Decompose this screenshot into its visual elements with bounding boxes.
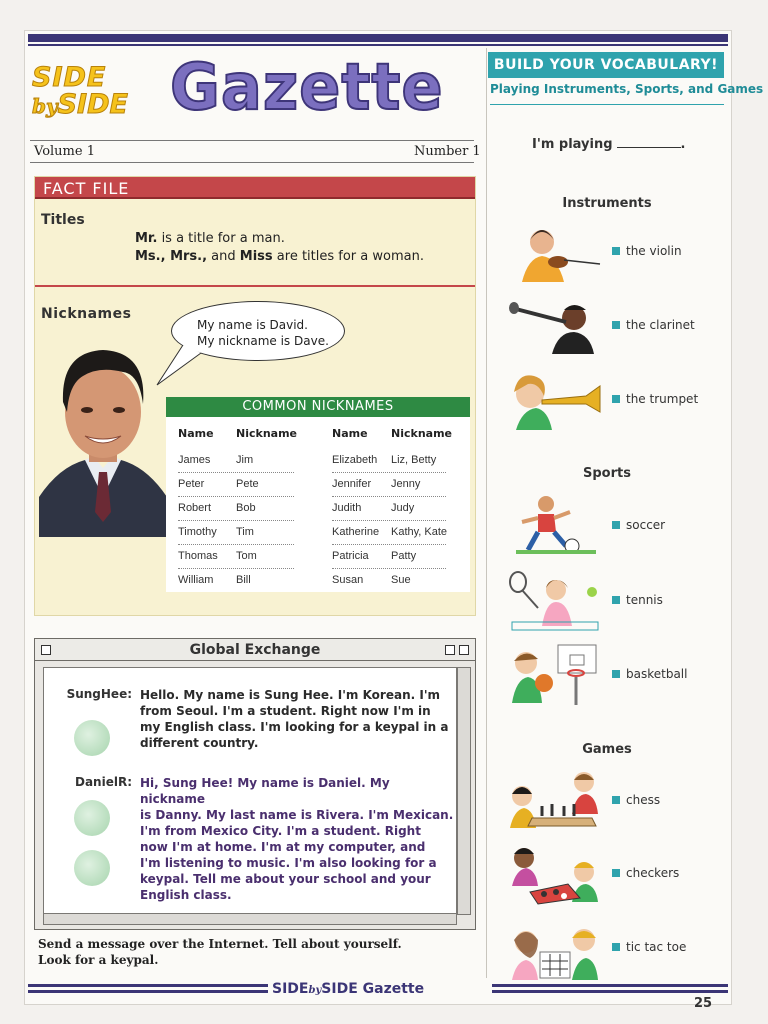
window-titlebar bbox=[35, 639, 475, 661]
top-rule-thin bbox=[28, 44, 728, 46]
globe-icon bbox=[74, 850, 110, 886]
vocabulary-subtitle: Playing Instruments, Sports, and Games bbox=[490, 82, 764, 96]
table-cell: Patty bbox=[391, 550, 417, 562]
vocab-violin: the violin bbox=[612, 244, 682, 258]
globe-icon bbox=[74, 720, 110, 756]
globe-icon bbox=[74, 800, 110, 836]
row-divider bbox=[332, 496, 446, 497]
row-divider bbox=[332, 568, 446, 569]
row-divider bbox=[178, 544, 294, 545]
col-nickname-left: Nickname bbox=[236, 427, 297, 440]
table-cell: James bbox=[178, 454, 211, 466]
global-exchange-window bbox=[34, 638, 476, 930]
footer-rule-left-2 bbox=[28, 990, 268, 993]
footer-rule-left bbox=[28, 984, 268, 987]
tic-tac-toe-icon bbox=[508, 918, 602, 982]
masthead-rule-bottom bbox=[30, 162, 474, 163]
table-cell: Judy bbox=[391, 502, 415, 514]
games-heading: Games bbox=[582, 742, 632, 757]
vocab-tic-tac-toe: tic tac toe bbox=[612, 940, 686, 954]
fact-file-header: FACT FILE bbox=[35, 177, 475, 199]
table-cell: Jennifer bbox=[332, 478, 372, 490]
vocabulary-rule bbox=[490, 104, 724, 105]
instruments-heading: Instruments bbox=[562, 196, 652, 211]
table-cell: Timothy bbox=[178, 526, 217, 538]
vocab-basketball: basketball bbox=[612, 667, 687, 681]
table-cell: Tim bbox=[236, 526, 254, 538]
man-portrait bbox=[39, 332, 167, 537]
table-cell: Sue bbox=[391, 574, 411, 586]
row-divider bbox=[178, 472, 294, 473]
vocab-checkers: checkers bbox=[612, 866, 679, 880]
logo-by: by bbox=[32, 94, 58, 118]
row-divider bbox=[178, 568, 294, 569]
footer-rule-right-2 bbox=[492, 990, 728, 993]
table-cell: Liz, Betty bbox=[391, 454, 437, 466]
logo-side-1: SIDE bbox=[32, 62, 107, 93]
table-cell: Pete bbox=[236, 478, 259, 490]
sports-heading: Sports bbox=[583, 466, 631, 481]
fact-file-divider bbox=[35, 285, 475, 287]
sender-sunghee: SungHee: bbox=[66, 687, 132, 701]
row-divider bbox=[332, 472, 446, 473]
row-divider bbox=[178, 496, 294, 497]
side-by-side-logo bbox=[32, 64, 164, 118]
window-title: Global Exchange bbox=[189, 642, 321, 658]
answer-blank bbox=[617, 147, 681, 148]
logo-side-2: SIDE bbox=[57, 89, 128, 120]
vocabulary-header: BUILD YOUR VOCABULARY! bbox=[488, 52, 724, 78]
titles-line-1: Mr. is a title for a man. bbox=[135, 231, 285, 246]
table-cell: Susan bbox=[332, 574, 364, 586]
page-number: 25 bbox=[694, 996, 713, 1011]
table-cell: Peter bbox=[178, 478, 205, 490]
table-cell: Tom bbox=[236, 550, 257, 562]
table-cell: Judith bbox=[332, 502, 362, 514]
masthead-rule bbox=[30, 140, 474, 141]
message-sunghee: Hello. My name is Sung Hee. I'm Korean. I'm from Seoul. I'm a student. Right now I'm in my English class. I'm looking for a keypal in a different country. bbox=[140, 688, 449, 750]
playing-prompt: I'm playing . bbox=[532, 137, 686, 152]
col-nickname-right: Nickname bbox=[391, 427, 452, 440]
violin-icon bbox=[508, 222, 602, 286]
row-divider bbox=[332, 544, 446, 545]
horizontal-scrollbar[interactable] bbox=[43, 913, 457, 925]
basketball-icon bbox=[508, 643, 602, 707]
tennis-icon bbox=[508, 568, 602, 632]
table-cell: Patricia bbox=[332, 550, 369, 562]
table-cell: Elizabeth bbox=[332, 454, 378, 466]
table-cell: Katherine bbox=[332, 526, 380, 538]
vocab-tennis: tennis bbox=[612, 593, 663, 607]
titles-line-2: Ms., Mrs., and Miss are titles for a woman. bbox=[135, 249, 424, 264]
gazette-logo: Gazette bbox=[170, 51, 444, 125]
table-cell: Bob bbox=[236, 502, 256, 514]
table-cell: Kathy, Kate bbox=[391, 526, 448, 538]
column-divider bbox=[486, 48, 487, 978]
vertical-scrollbar[interactable] bbox=[457, 667, 471, 915]
footer-rule-right bbox=[492, 984, 728, 987]
message-pane bbox=[43, 667, 457, 915]
chess-icon bbox=[508, 768, 602, 832]
vocab-soccer: soccer bbox=[612, 518, 665, 532]
nicknames-heading: Nicknames bbox=[41, 306, 132, 322]
titles-heading: Titles bbox=[41, 212, 85, 228]
soccer-icon bbox=[508, 492, 602, 556]
volume-label: Volume 1 bbox=[34, 144, 95, 159]
top-rule bbox=[28, 34, 728, 42]
exchange-caption: Send a message over the Internet. Tell about yourself. Look for a keypal. bbox=[38, 937, 402, 967]
sender-danielr: DanielR: bbox=[74, 775, 132, 789]
row-divider bbox=[178, 520, 294, 521]
vocab-chess: chess bbox=[612, 793, 660, 807]
speech-bubble-text: My name is David. My nickname is Dave. bbox=[197, 318, 329, 348]
trumpet-icon bbox=[508, 368, 602, 432]
message-danielr: Hi, Sung Hee! My name is Daniel. My nickname is Danny. My last name is Rivera. I'm Mexican. I'm from Mexico City. I'm a student. Right now I'm at home. I'm at my computer, and I'm listening to music. I'm also looking for a keypal. Tell me about your school and your English class. bbox=[140, 776, 454, 902]
fact-file-panel bbox=[34, 176, 476, 616]
table-cell: Jim bbox=[236, 454, 254, 466]
zoom-box-icon[interactable] bbox=[445, 645, 455, 655]
checkers-icon bbox=[508, 842, 602, 906]
table-cell: Thomas bbox=[178, 550, 218, 562]
vocab-trumpet: the trumpet bbox=[612, 392, 698, 406]
row-divider bbox=[332, 520, 446, 521]
table-cell: William bbox=[178, 574, 214, 586]
clarinet-icon bbox=[508, 294, 602, 358]
table-cell: Robert bbox=[178, 502, 212, 514]
common-nicknames-table bbox=[166, 397, 470, 592]
collapse-box-icon[interactable] bbox=[459, 645, 469, 655]
col-name-left: Name bbox=[178, 427, 214, 440]
table-cell: Bill bbox=[236, 574, 251, 586]
vocab-clarinet: the clarinet bbox=[612, 318, 695, 332]
footer-logo: SIDEbySIDE Gazette bbox=[272, 981, 425, 997]
table-cell: Jenny bbox=[391, 478, 421, 490]
col-name-right: Name bbox=[332, 427, 368, 440]
nicknames-table-title: COMMON NICKNAMES bbox=[166, 397, 470, 417]
issue-number: Number 1 bbox=[414, 144, 481, 159]
